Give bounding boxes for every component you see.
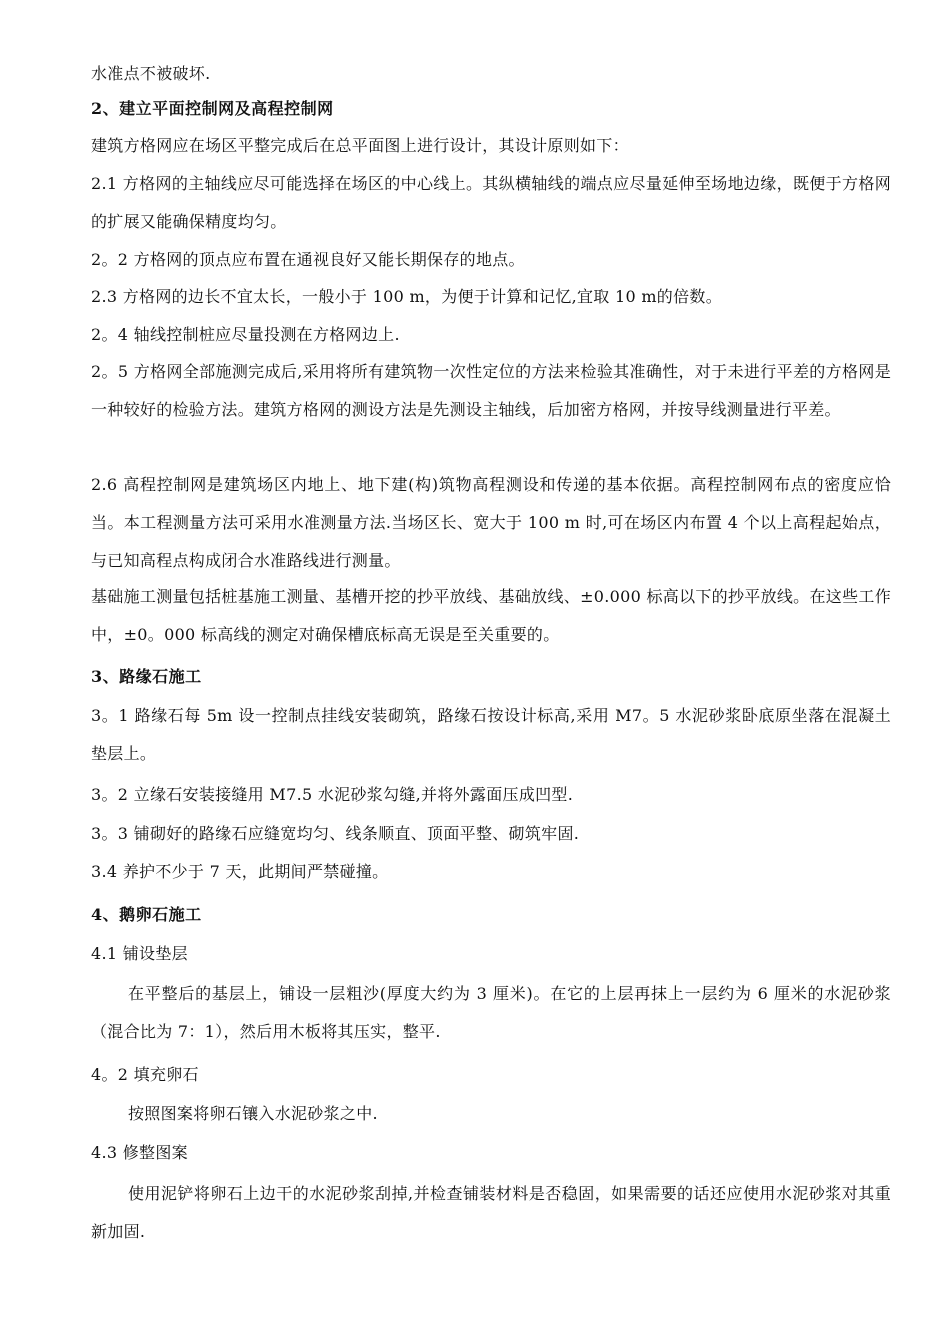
paragraph-3-4: 3.4 养护不少于 7 天，此期间严禁碰撞。 xyxy=(91,862,389,881)
paragraph-4-1-body: 在平整后的基层上，铺设一层粗沙(厚度大约为 3 厘米)。在它的上层再抹上一层约为 6 厘米的水泥砂浆（混合比为 7：1），然后用木板将其压实，整平. xyxy=(91,984,891,1041)
paragraph-grid-intro: 建筑方格网应在场区平整完成后在总平面图上进行设计，其设计原则如下： xyxy=(91,136,629,155)
paragraph-2-4: 2。4 轴线控制桩应尽量投测在方格网边上. xyxy=(91,325,400,344)
section-heading-2: 2、建立平面控制网及高程控制网 xyxy=(91,99,334,118)
paragraph-2-3: 2.3 方格网的边长不宜太长，一般小于 100 m，为便于计算和记忆,宜取 10 m的倍数。 xyxy=(91,287,723,306)
paragraph-3-1: 3。1 路缘石每 5m 设一控制点挂线安装砌筑，路缘石按设计标高,采用 M7。5 水泥砂浆卧底原坐落在混凝土垫层上。 xyxy=(91,706,891,763)
paragraph-4-2-body: 按照图案将卵石镶入水泥砂浆之中. xyxy=(128,1104,378,1123)
section-heading-3: 3、路缘石施工 xyxy=(91,667,202,686)
paragraph-2-2: 2。2 方格网的顶点应布置在通视良好又能长期保存的地点。 xyxy=(91,250,525,269)
section-heading-4: 4、鹅卵石施工 xyxy=(91,905,202,924)
paragraph-continuation: 水准点不被破坏. xyxy=(91,64,211,83)
paragraph-foundation-survey: 基础施工测量包括桩基施工测量、基槽开挖的抄平放线、基础放线、±0.000 标高以下的抄平放线。在这些工作中，±0。000 标高线的测定对确保槽底标高无误是至关重要的。 xyxy=(91,587,891,644)
subheading-4-3: 4.3 修整图案 xyxy=(91,1143,188,1162)
paragraph-4-3-body: 使用泥铲将卵石上边干的水泥砂浆刮掉,并检查铺装材料是否稳固，如果需要的话还应使用水泥砂浆对其重新加固. xyxy=(91,1184,891,1241)
paragraph-2-6: 2.6 高程控制网是建筑场区内地上、地下建(构)筑物高程测设和传递的基本依据。高程控制网布点的密度应恰当。本工程测量方法可采用水准测量方法.当场区长、宽大于 100 m 时,可在场区内布置 4 个以上高程起始点，与已知高程点构成闭合水准路线进行测量。 xyxy=(91,475,891,570)
paragraph-2-5: 2。5 方格网全部施测完成后,采用将所有建筑物一次性定位的方法来检验其准确性，对于未进行平差的方格网是一种较好的检验方法。建筑方格网的测设方法是先测设主轴线，后加密方格网，并按导线测量进行平差。 xyxy=(91,362,891,419)
paragraph-3-2: 3。2 立缘石安装接缝用 M7.5 水泥砂浆勾缝,并将外露面压成凹型. xyxy=(91,785,574,804)
subheading-4-1: 4.1 铺设垫层 xyxy=(91,944,188,963)
paragraph-3-3: 3。3 铺砌好的路缘石应缝宽均匀、线条顺直、顶面平整、砌筑牢固. xyxy=(91,824,580,843)
paragraph-2-1: 2.1 方格网的主轴线应尽可能选择在场区的中心线上。其纵横轴线的端点应尽量延伸至场地边缘，既便于方格网的扩展又能确保精度均匀。 xyxy=(91,174,891,231)
subheading-4-2: 4。2 填充卵石 xyxy=(91,1065,199,1084)
